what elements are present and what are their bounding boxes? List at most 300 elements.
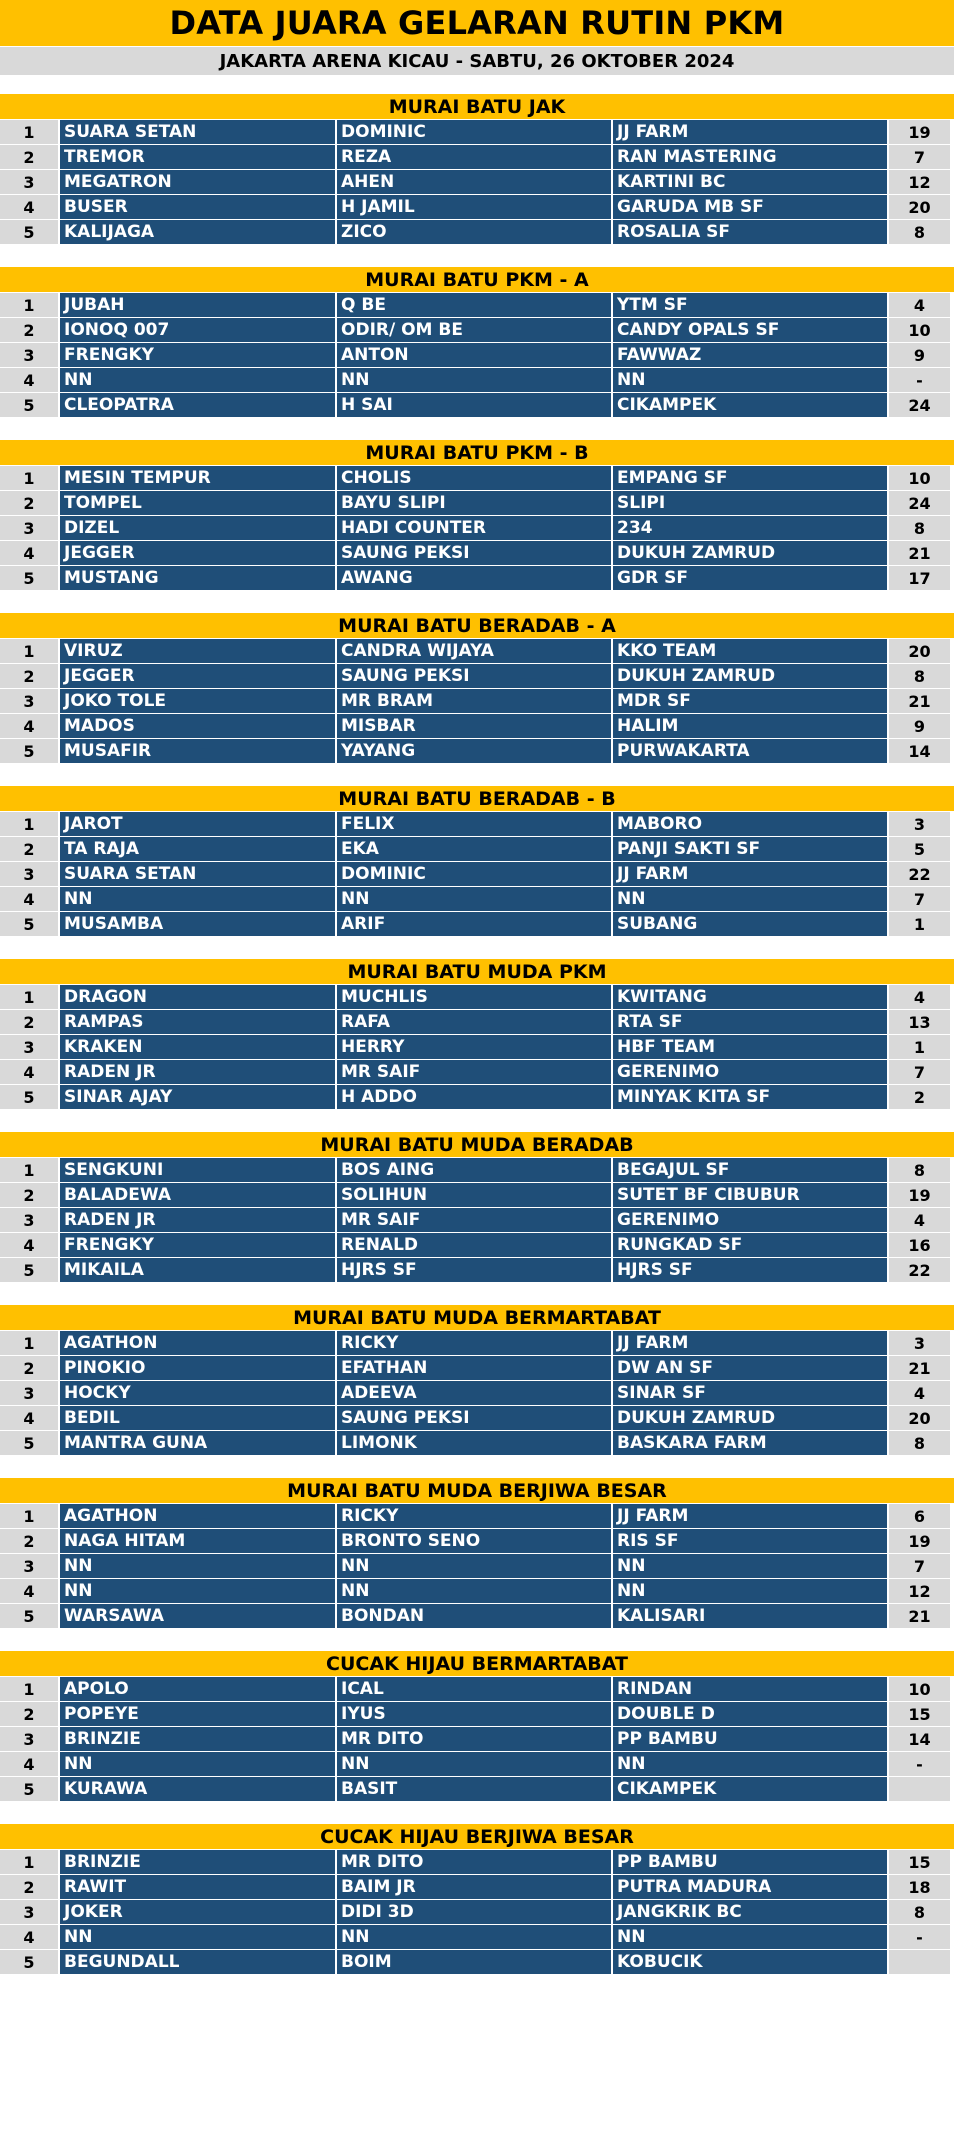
table-row — [0, 911, 954, 936]
score-cell: 8 — [889, 664, 950, 688]
bird-name-cell: MUSAFIR — [60, 739, 337, 763]
bird-name-cell: BEDIL — [60, 1406, 337, 1430]
team-name-cell: DOUBLE D — [613, 1702, 889, 1726]
score-cell: 9 — [889, 714, 950, 738]
category-title: MURAI BATU MUDA BERJIWA BESAR — [0, 1478, 954, 1503]
table-row — [0, 1578, 954, 1603]
score-cell: 22 — [889, 1258, 950, 1282]
bird-name-cell: WARSAWA — [60, 1604, 337, 1628]
section-spacer — [0, 763, 954, 786]
bird-name-cell: KALIJAGA — [60, 220, 337, 244]
team-name-cell: BASKARA FARM — [613, 1431, 889, 1455]
table-row — [0, 811, 954, 836]
team-name-cell: RTA SF — [613, 1010, 889, 1034]
table-row — [0, 1380, 954, 1405]
bird-name-cell: IONOQ 007 — [60, 318, 337, 342]
table-row — [0, 688, 954, 713]
score-cell: 5 — [889, 837, 950, 861]
score-cell: 3 — [889, 812, 950, 836]
team-name-cell: MINYAK KITA SF — [613, 1085, 889, 1109]
bird-name-cell: DRAGON — [60, 985, 337, 1009]
bird-name-cell: MIKAILA — [60, 1258, 337, 1282]
owner-name-cell: ANTON — [337, 343, 613, 367]
bird-name-cell: SINAR AJAY — [60, 1085, 337, 1109]
owner-name-cell: NN — [337, 1925, 613, 1949]
owner-name-cell: AHEN — [337, 170, 613, 194]
team-name-cell: ROSALIA SF — [613, 220, 889, 244]
rank-cell: 2 — [0, 664, 60, 688]
owner-name-cell: HJRS SF — [337, 1258, 613, 1282]
table-row — [0, 1355, 954, 1380]
score-cell: 4 — [889, 293, 950, 317]
bird-name-cell: TOMPEL — [60, 491, 337, 515]
owner-name-cell: IYUS — [337, 1702, 613, 1726]
bird-name-cell: JUBAH — [60, 293, 337, 317]
bird-name-cell: MESIN TEMPUR — [60, 466, 337, 490]
score-cell: 6 — [889, 1504, 950, 1528]
table-row — [0, 1430, 954, 1455]
section-spacer — [0, 1455, 954, 1478]
team-name-cell: HJRS SF — [613, 1258, 889, 1282]
team-name-cell: CIKAMPEK — [613, 1777, 889, 1801]
rank-cell: 3 — [0, 1381, 60, 1405]
team-name-cell: GERENIMO — [613, 1060, 889, 1084]
rank-cell: 2 — [0, 1183, 60, 1207]
owner-name-cell: MR SAIF — [337, 1060, 613, 1084]
bird-name-cell: HOCKY — [60, 1381, 337, 1405]
bird-name-cell: VIRUZ — [60, 639, 337, 663]
owner-name-cell: ODIR/ OM BE — [337, 318, 613, 342]
rank-cell: 1 — [0, 1677, 60, 1701]
bird-name-cell: JAROT — [60, 812, 337, 836]
rank-cell: 2 — [0, 1010, 60, 1034]
team-name-cell: EMPANG SF — [613, 466, 889, 490]
team-name-cell: KALISARI — [613, 1604, 889, 1628]
table-row — [0, 367, 954, 392]
rank-cell: 5 — [0, 739, 60, 763]
owner-name-cell: SAUNG PEKSI — [337, 541, 613, 565]
owner-name-cell: H ADDO — [337, 1085, 613, 1109]
rank-cell: 4 — [0, 1233, 60, 1257]
bird-name-cell: SUARA SETAN — [60, 120, 337, 144]
rank-cell: 2 — [0, 1702, 60, 1726]
rank-cell: 3 — [0, 343, 60, 367]
table-row — [0, 1257, 954, 1282]
rank-cell: 1 — [0, 120, 60, 144]
team-name-cell: RINDAN — [613, 1677, 889, 1701]
owner-name-cell: HERRY — [337, 1035, 613, 1059]
owner-name-cell: HADI COUNTER — [337, 516, 613, 540]
table-row — [0, 836, 954, 861]
table-row — [0, 1207, 954, 1232]
bird-name-cell: SUARA SETAN — [60, 862, 337, 886]
owner-name-cell: MISBAR — [337, 714, 613, 738]
table-row — [0, 1182, 954, 1207]
bird-name-cell: JEGGER — [60, 664, 337, 688]
bird-name-cell: KRAKEN — [60, 1035, 337, 1059]
section-spacer — [0, 417, 954, 440]
section-spacer — [0, 1628, 954, 1651]
owner-name-cell: MR BRAM — [337, 689, 613, 713]
category-title: MURAI BATU BERADAB - B — [0, 786, 954, 811]
owner-name-cell: ARIF — [337, 912, 613, 936]
team-name-cell: JJ FARM — [613, 862, 889, 886]
bird-name-cell: JOKO TOLE — [60, 689, 337, 713]
team-name-cell: NN — [613, 1579, 889, 1603]
table-row — [0, 1528, 954, 1553]
rank-cell: 1 — [0, 1158, 60, 1182]
bird-name-cell: SENGKUNI — [60, 1158, 337, 1182]
score-cell: 7 — [889, 887, 950, 911]
rank-cell: 5 — [0, 1777, 60, 1801]
rank-cell: 4 — [0, 541, 60, 565]
category-title: MURAI BATU MUDA PKM — [0, 959, 954, 984]
category-title: MURAI BATU PKM - B — [0, 440, 954, 465]
score-cell: 7 — [889, 1554, 950, 1578]
table-row — [0, 1059, 954, 1084]
owner-name-cell: H SAI — [337, 393, 613, 417]
section-spacer — [0, 590, 954, 613]
owner-name-cell: ZICO — [337, 220, 613, 244]
team-name-cell: YTM SF — [613, 293, 889, 317]
team-name-cell: PURWAKARTA — [613, 739, 889, 763]
section-spacer — [0, 1282, 954, 1305]
rank-cell: 3 — [0, 689, 60, 713]
score-cell: 12 — [889, 1579, 950, 1603]
rank-cell: 4 — [0, 714, 60, 738]
bird-name-cell: NN — [60, 368, 337, 392]
category-section — [0, 440, 954, 613]
table-row — [0, 194, 954, 219]
owner-name-cell: NN — [337, 1579, 613, 1603]
rank-cell: 4 — [0, 195, 60, 219]
owner-name-cell: FELIX — [337, 812, 613, 836]
table-row — [0, 1899, 954, 1924]
rank-cell: 3 — [0, 1554, 60, 1578]
score-cell: 7 — [889, 145, 950, 169]
score-cell: 2 — [889, 1085, 950, 1109]
table-row — [0, 663, 954, 688]
score-cell: 22 — [889, 862, 950, 886]
bird-name-cell: TREMOR — [60, 145, 337, 169]
rank-cell: 4 — [0, 1406, 60, 1430]
table-row — [0, 317, 954, 342]
page-title: DATA JUARA GELARAN RUTIN PKM — [0, 0, 954, 46]
owner-name-cell: MUCHLIS — [337, 985, 613, 1009]
bird-name-cell: JEGGER — [60, 541, 337, 565]
table-row — [0, 1330, 954, 1355]
rank-cell: 1 — [0, 812, 60, 836]
score-cell: 21 — [889, 1604, 950, 1628]
table-row — [0, 1084, 954, 1109]
score-cell: 8 — [889, 1431, 950, 1455]
rank-cell: 3 — [0, 1035, 60, 1059]
team-name-cell: MDR SF — [613, 689, 889, 713]
score-cell: 12 — [889, 170, 950, 194]
bird-name-cell: NN — [60, 1925, 337, 1949]
rank-cell: 2 — [0, 1875, 60, 1899]
bird-name-cell: RAMPAS — [60, 1010, 337, 1034]
score-cell: 21 — [889, 689, 950, 713]
bird-name-cell: APOLO — [60, 1677, 337, 1701]
owner-name-cell: EFATHAN — [337, 1356, 613, 1380]
owner-name-cell: MR DITO — [337, 1850, 613, 1874]
rank-cell: 5 — [0, 1950, 60, 1974]
team-name-cell: KOBUCIK — [613, 1950, 889, 1974]
owner-name-cell: SAUNG PEKSI — [337, 1406, 613, 1430]
table-row — [0, 465, 954, 490]
score-cell — [889, 1950, 950, 1974]
table-row — [0, 738, 954, 763]
owner-name-cell: ICAL — [337, 1677, 613, 1701]
rank-cell: 1 — [0, 466, 60, 490]
bird-name-cell: MADOS — [60, 714, 337, 738]
bird-name-cell: JOKER — [60, 1900, 337, 1924]
score-cell: 14 — [889, 1727, 950, 1751]
team-name-cell: SUBANG — [613, 912, 889, 936]
table-row — [0, 1232, 954, 1257]
owner-name-cell: RENALD — [337, 1233, 613, 1257]
table-row — [0, 1924, 954, 1949]
owner-name-cell: MR DITO — [337, 1727, 613, 1751]
bird-name-cell: CLEOPATRA — [60, 393, 337, 417]
team-name-cell: FAWWAZ — [613, 343, 889, 367]
table-row — [0, 1503, 954, 1528]
owner-name-cell: RAFA — [337, 1010, 613, 1034]
score-cell: 13 — [889, 1010, 950, 1034]
rank-cell: 1 — [0, 985, 60, 1009]
page-subtitle: JAKARTA ARENA KICAU - SABTU, 26 OKTOBER 2024 — [0, 46, 954, 76]
category-title: MURAI BATU BERADAB - A — [0, 613, 954, 638]
team-name-cell: NN — [613, 887, 889, 911]
owner-name-cell: BAYU SLIPI — [337, 491, 613, 515]
owner-name-cell: NN — [337, 1554, 613, 1578]
rank-cell: 5 — [0, 1258, 60, 1282]
table-row — [0, 1034, 954, 1059]
score-cell: 24 — [889, 491, 950, 515]
owner-name-cell: MR SAIF — [337, 1208, 613, 1232]
table-row — [0, 1776, 954, 1801]
rank-cell: 2 — [0, 1529, 60, 1553]
rank-cell: 1 — [0, 1331, 60, 1355]
rank-cell: 1 — [0, 639, 60, 663]
owner-name-cell: NN — [337, 887, 613, 911]
owner-name-cell: RICKY — [337, 1331, 613, 1355]
category-section — [0, 613, 954, 786]
table-row — [0, 540, 954, 565]
table-row — [0, 1405, 954, 1430]
rank-cell: 3 — [0, 516, 60, 540]
bird-name-cell: NN — [60, 1752, 337, 1776]
score-cell: - — [889, 368, 950, 392]
team-name-cell: MABORO — [613, 812, 889, 836]
table-row — [0, 713, 954, 738]
rank-cell: 2 — [0, 491, 60, 515]
team-name-cell: SINAR SF — [613, 1381, 889, 1405]
owner-name-cell: ADEEVA — [337, 1381, 613, 1405]
section-spacer — [0, 244, 954, 267]
team-name-cell: DW AN SF — [613, 1356, 889, 1380]
score-cell: 10 — [889, 466, 950, 490]
table-row — [0, 1849, 954, 1874]
score-cell: 16 — [889, 1233, 950, 1257]
bird-name-cell: BRINZIE — [60, 1850, 337, 1874]
score-cell: 7 — [889, 1060, 950, 1084]
score-cell: 17 — [889, 566, 950, 590]
owner-name-cell: EKA — [337, 837, 613, 861]
spacer — [0, 76, 954, 94]
score-cell: 19 — [889, 1529, 950, 1553]
team-name-cell: GDR SF — [613, 566, 889, 590]
team-name-cell: BEGAJUL SF — [613, 1158, 889, 1182]
table-row — [0, 1726, 954, 1751]
team-name-cell: 234 — [613, 516, 889, 540]
bird-name-cell: RAWIT — [60, 1875, 337, 1899]
score-cell: 24 — [889, 393, 950, 417]
owner-name-cell: BOS AING — [337, 1158, 613, 1182]
category-section — [0, 1132, 954, 1305]
score-cell: 18 — [889, 1875, 950, 1899]
category-title: CUCAK HIJAU BERJIWA BESAR — [0, 1824, 954, 1849]
owner-name-cell: DOMINIC — [337, 862, 613, 886]
bird-name-cell: BUSER — [60, 195, 337, 219]
team-name-cell: NN — [613, 1554, 889, 1578]
table-row — [0, 984, 954, 1009]
table-row — [0, 1751, 954, 1776]
section-spacer — [0, 936, 954, 959]
team-name-cell: DUKUH ZAMRUD — [613, 541, 889, 565]
table-row — [0, 861, 954, 886]
team-name-cell: CIKAMPEK — [613, 393, 889, 417]
bird-name-cell: TA RAJA — [60, 837, 337, 861]
category-section — [0, 1651, 954, 1824]
table-row — [0, 1676, 954, 1701]
owner-name-cell: SAUNG PEKSI — [337, 664, 613, 688]
team-name-cell: KWITANG — [613, 985, 889, 1009]
team-name-cell: RIS SF — [613, 1529, 889, 1553]
team-name-cell: KKO TEAM — [613, 639, 889, 663]
category-title: MURAI BATU JAK — [0, 94, 954, 119]
team-name-cell: SLIPI — [613, 491, 889, 515]
score-cell: 9 — [889, 343, 950, 367]
rank-cell: 4 — [0, 1060, 60, 1084]
rank-cell: 3 — [0, 862, 60, 886]
category-section — [0, 94, 954, 267]
score-cell: 3 — [889, 1331, 950, 1355]
score-cell: 15 — [889, 1702, 950, 1726]
bird-name-cell: FRENGKY — [60, 1233, 337, 1257]
rank-cell: 5 — [0, 1431, 60, 1455]
rank-cell: 3 — [0, 1900, 60, 1924]
bird-name-cell: PINOKIO — [60, 1356, 337, 1380]
team-name-cell: NN — [613, 1925, 889, 1949]
team-name-cell: DUKUH ZAMRUD — [613, 664, 889, 688]
score-cell — [889, 1777, 950, 1801]
bird-name-cell: RADEN JR — [60, 1208, 337, 1232]
bird-name-cell: MUSTANG — [60, 566, 337, 590]
rank-cell: 5 — [0, 393, 60, 417]
bird-name-cell: FRENGKY — [60, 343, 337, 367]
table-row — [0, 392, 954, 417]
bird-name-cell: AGATHON — [60, 1331, 337, 1355]
score-cell: 20 — [889, 1406, 950, 1430]
bird-name-cell: BRINZIE — [60, 1727, 337, 1751]
score-cell: 21 — [889, 1356, 950, 1380]
team-name-cell: RUNGKAD SF — [613, 1233, 889, 1257]
team-name-cell: GARUDA MB SF — [613, 195, 889, 219]
team-name-cell: HBF TEAM — [613, 1035, 889, 1059]
owner-name-cell: BONDAN — [337, 1604, 613, 1628]
bird-name-cell: MEGATRON — [60, 170, 337, 194]
team-name-cell: RAN MASTERING — [613, 145, 889, 169]
category-title: MURAI BATU MUDA BERMARTABAT — [0, 1305, 954, 1330]
team-name-cell: KARTINI BC — [613, 170, 889, 194]
score-cell: 20 — [889, 195, 950, 219]
score-cell: 19 — [889, 1183, 950, 1207]
rank-cell: 2 — [0, 145, 60, 169]
table-row — [0, 119, 954, 144]
score-cell: 15 — [889, 1850, 950, 1874]
rank-cell: 4 — [0, 1579, 60, 1603]
rank-cell: 1 — [0, 1850, 60, 1874]
score-cell: 4 — [889, 985, 950, 1009]
table-row — [0, 515, 954, 540]
table-row — [0, 1553, 954, 1578]
owner-name-cell: LIMONK — [337, 1431, 613, 1455]
results-sections — [0, 94, 954, 1974]
score-cell: - — [889, 1752, 950, 1776]
owner-name-cell: CHOLIS — [337, 466, 613, 490]
table-row — [0, 219, 954, 244]
owner-name-cell: NN — [337, 1752, 613, 1776]
score-cell: 20 — [889, 639, 950, 663]
bird-name-cell: POPEYE — [60, 1702, 337, 1726]
table-row — [0, 1603, 954, 1628]
rank-cell: 3 — [0, 1208, 60, 1232]
score-cell: 8 — [889, 1158, 950, 1182]
table-row — [0, 1157, 954, 1182]
bird-name-cell: NN — [60, 1579, 337, 1603]
table-row — [0, 1701, 954, 1726]
team-name-cell: GERENIMO — [613, 1208, 889, 1232]
owner-name-cell: REZA — [337, 145, 613, 169]
bird-name-cell: AGATHON — [60, 1504, 337, 1528]
team-name-cell: JJ FARM — [613, 1504, 889, 1528]
bird-name-cell: NN — [60, 887, 337, 911]
rank-cell: 4 — [0, 1925, 60, 1949]
table-row — [0, 886, 954, 911]
rank-cell: 2 — [0, 837, 60, 861]
category-section — [0, 959, 954, 1132]
table-row — [0, 292, 954, 317]
score-cell: 1 — [889, 1035, 950, 1059]
section-spacer — [0, 1801, 954, 1824]
category-section — [0, 267, 954, 440]
score-cell: 1 — [889, 912, 950, 936]
team-name-cell: NN — [613, 368, 889, 392]
rank-cell: 4 — [0, 368, 60, 392]
owner-name-cell: YAYANG — [337, 739, 613, 763]
table-row — [0, 638, 954, 663]
rank-cell: 5 — [0, 566, 60, 590]
score-cell: 21 — [889, 541, 950, 565]
bird-name-cell: KURAWA — [60, 1777, 337, 1801]
score-cell: - — [889, 1925, 950, 1949]
team-name-cell: JJ FARM — [613, 120, 889, 144]
table-row — [0, 1874, 954, 1899]
score-cell: 10 — [889, 1677, 950, 1701]
category-section — [0, 786, 954, 959]
